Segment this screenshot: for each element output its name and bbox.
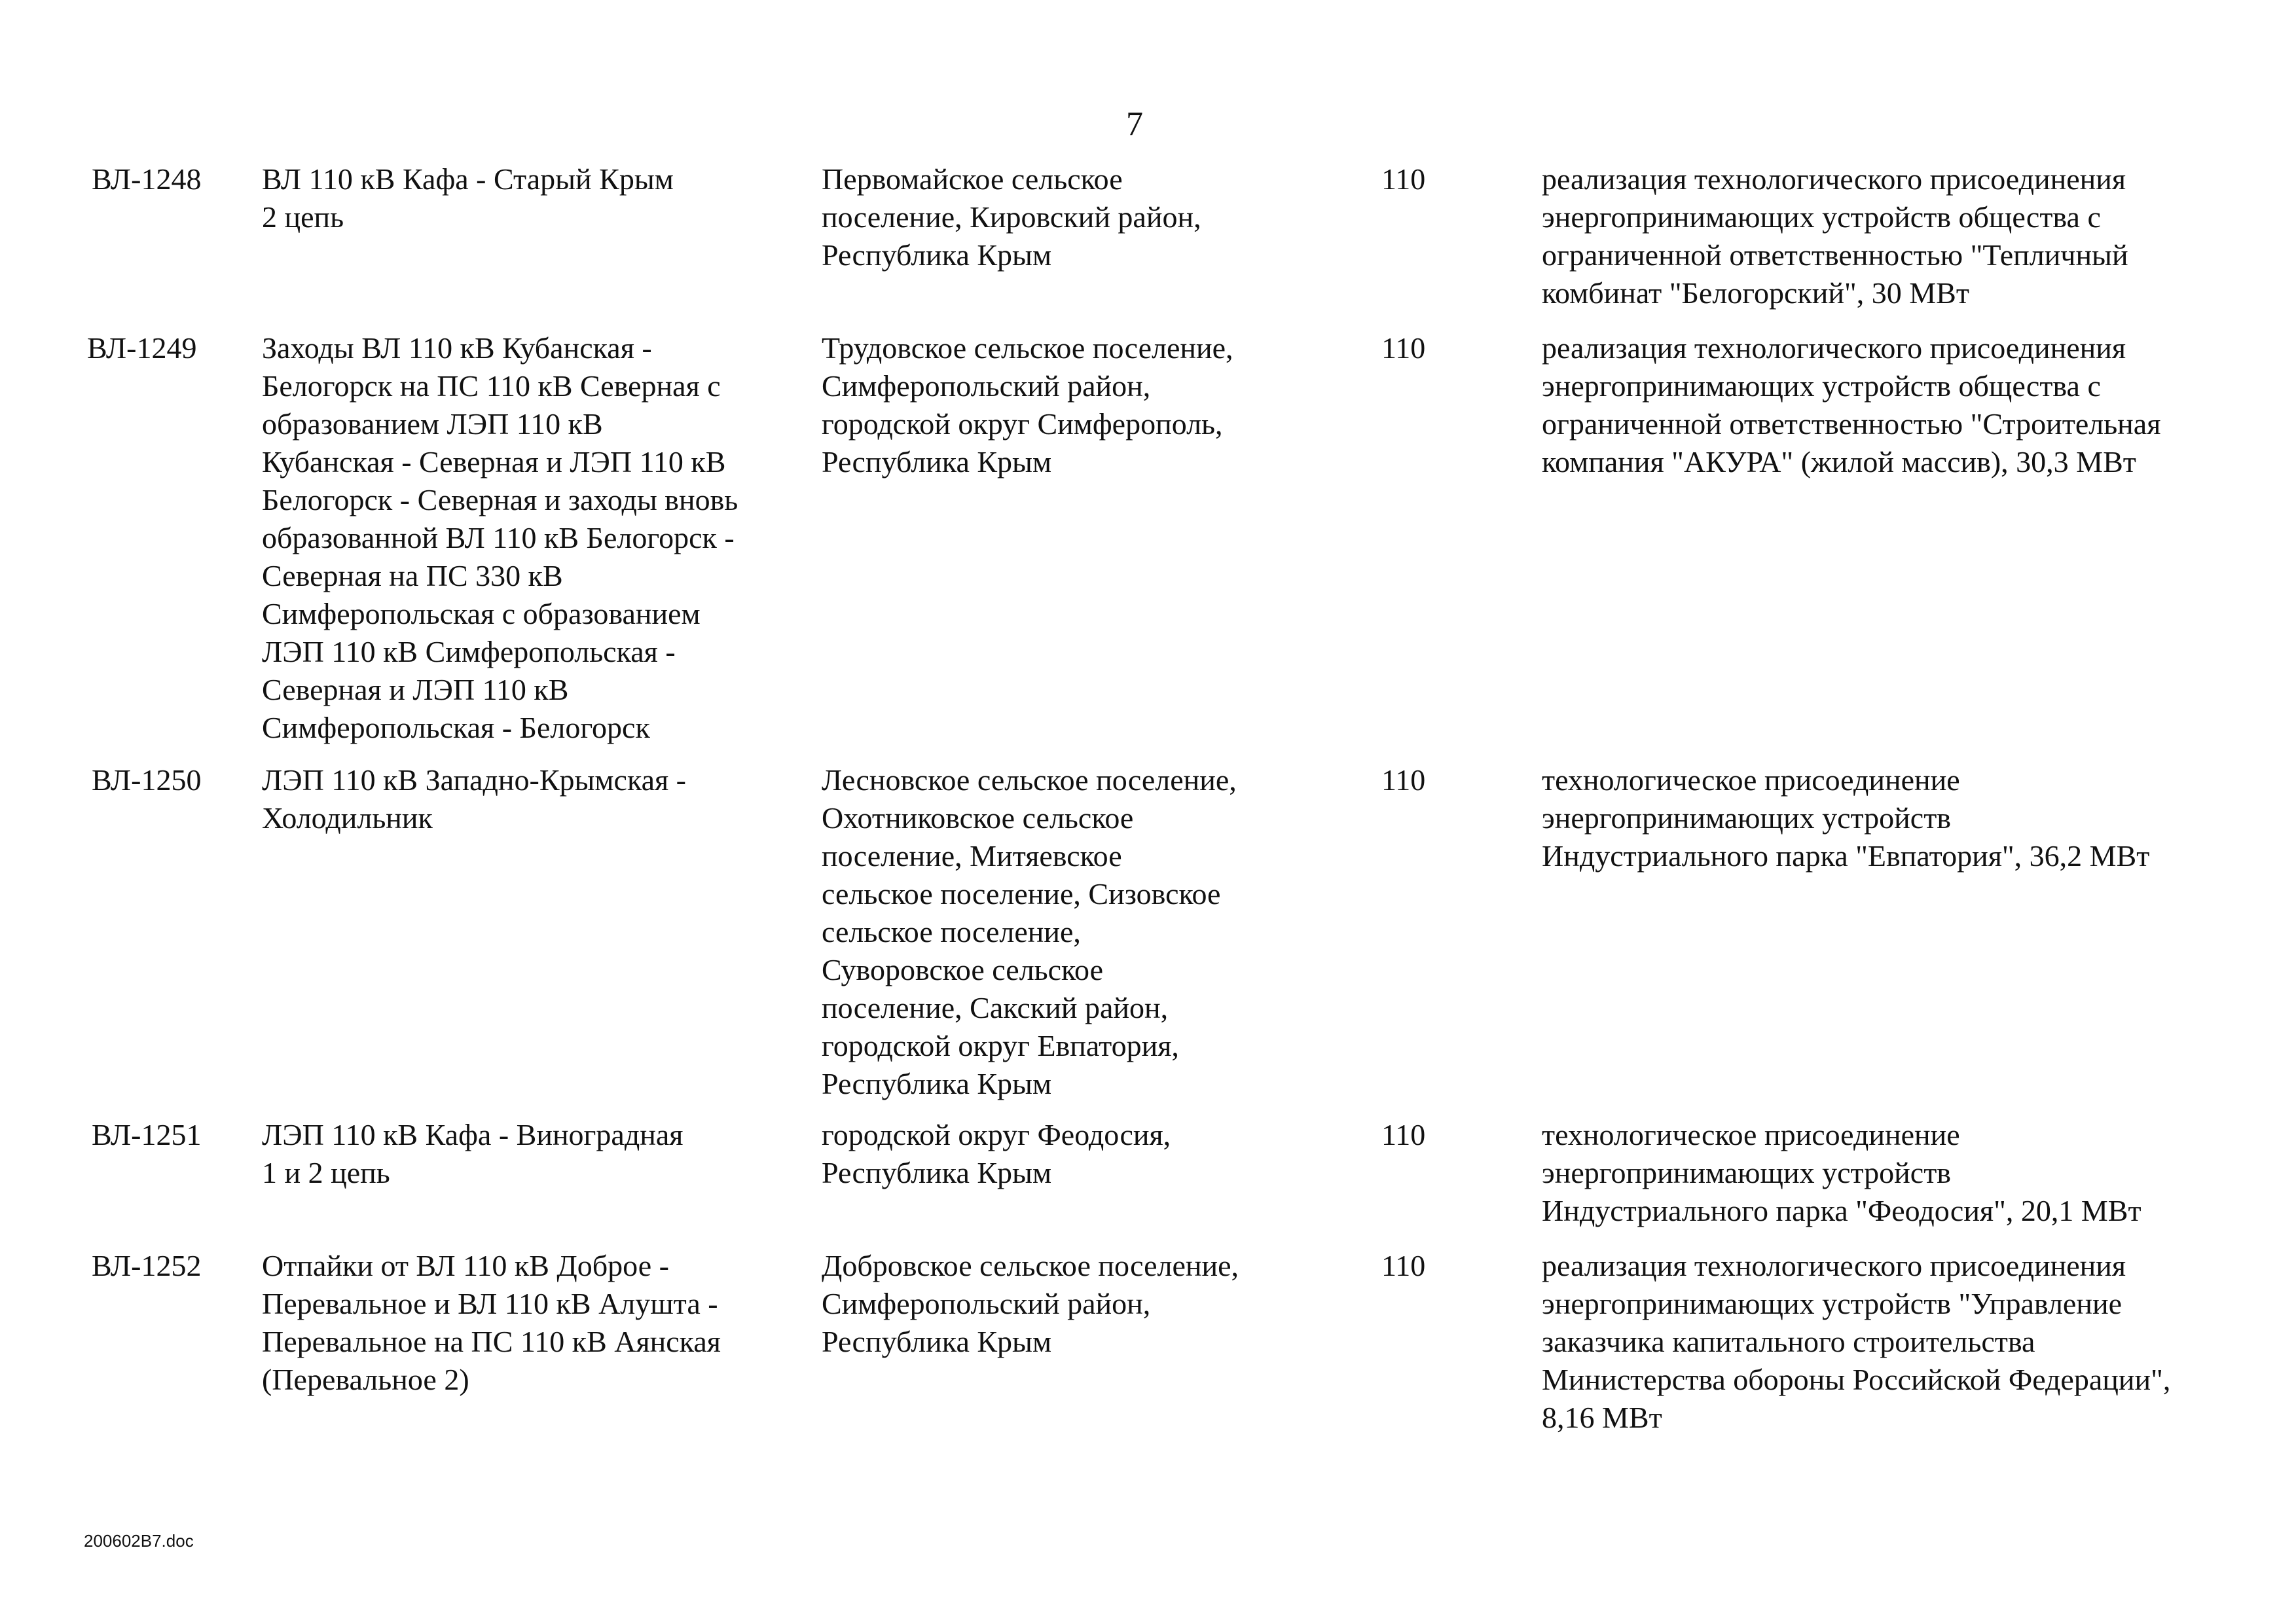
line-voltage: 110 <box>1381 763 1426 797</box>
document-filename: 200602B7.doc <box>84 1531 194 1551</box>
line-voltage: 110 <box>1381 331 1426 365</box>
line-location: Трудовское сельское поселение, Симферопольский район, городской округ Симферополь, Республика Крым <box>822 331 1233 478</box>
line-code: ВЛ-1252 <box>92 1249 202 1282</box>
line-purpose: технологическое присоединение энергопринимающих устройств Индустриального парка "Феодосия", 20,1 МВт <box>1542 1118 2141 1227</box>
line-purpose: реализация технологического присоединения энергопринимающих устройств "Управление заказчика капитального строительства Министерства обороны Российской Федерации", 8,16 МВт <box>1542 1249 2171 1434</box>
line-location: Первомайское сельское поселение, Кировский район, Республика Крым <box>822 162 1201 272</box>
line-name: ВЛ 110 кВ Кафа - Старый Крым 2 цепь <box>262 162 674 234</box>
line-name: Отпайки от ВЛ 110 кВ Доброе - Перевальное и ВЛ 110 кВ Алушта - Перевальное на ПС 110 кВ Аянская (Перевальное 2) <box>262 1249 721 1396</box>
line-name: ЛЭП 110 кВ Западно-Крымская - Холодильник <box>262 763 686 835</box>
line-name: ЛЭП 110 кВ Кафа - Виноградная 1 и 2 цепь <box>262 1118 683 1189</box>
line-voltage: 110 <box>1381 1118 1426 1151</box>
line-purpose: реализация технологического присоединения энергопринимающих устройств общества с ограниченной ответственностью "Тепличный комбинат "Белогорский", 30 МВт <box>1542 162 2128 310</box>
line-voltage: 110 <box>1381 162 1426 196</box>
line-code: ВЛ-1248 <box>92 162 202 196</box>
line-voltage: 110 <box>1381 1249 1426 1282</box>
line-purpose: технологическое присоединение энергопринимающих устройств Индустриального парка "Евпатория", 36,2 МВт <box>1542 763 2150 873</box>
line-location: городской округ Феодосия, Республика Крым <box>822 1118 1171 1189</box>
line-code: ВЛ-1250 <box>92 763 202 797</box>
line-name: Заходы ВЛ 110 кВ Кубанская - Белогорск на ПС 110 кВ Северная с образованием ЛЭП 110 кВ Кубанская - Северная и ЛЭП 110 кВ Белогорск - Северная и заходы вновь образованной ВЛ 110 кВ Белогорск - Северная на ПС 330 кВ Симферопольская с образованием ЛЭП 110 кВ Симферопольская - Северная и ЛЭП 110 кВ Симферопольская - Белогорск <box>262 331 738 744</box>
page-number: 7 <box>1126 105 1143 143</box>
line-purpose: реализация технологического присоединения энергопринимающих устройств общества с ограниченной ответственностью "Строительная компания "АКУРА" (жилой массив), 30,3 МВт <box>1542 331 2161 478</box>
line-code: ВЛ-1251 <box>92 1118 202 1151</box>
line-location: Лесновское сельское поселение, Охотниковское сельское поселение, Митяевское сельское поселение, Сизовское сельское поселение, Суворовское сельское поселение, Сакский район, городской округ Евпатория, Республика Крым <box>822 763 1237 1100</box>
line-code: ВЛ-1249 <box>87 331 197 365</box>
line-location: Добровское сельское поселение, Симферопольский район, Республика Крым <box>822 1249 1239 1358</box>
